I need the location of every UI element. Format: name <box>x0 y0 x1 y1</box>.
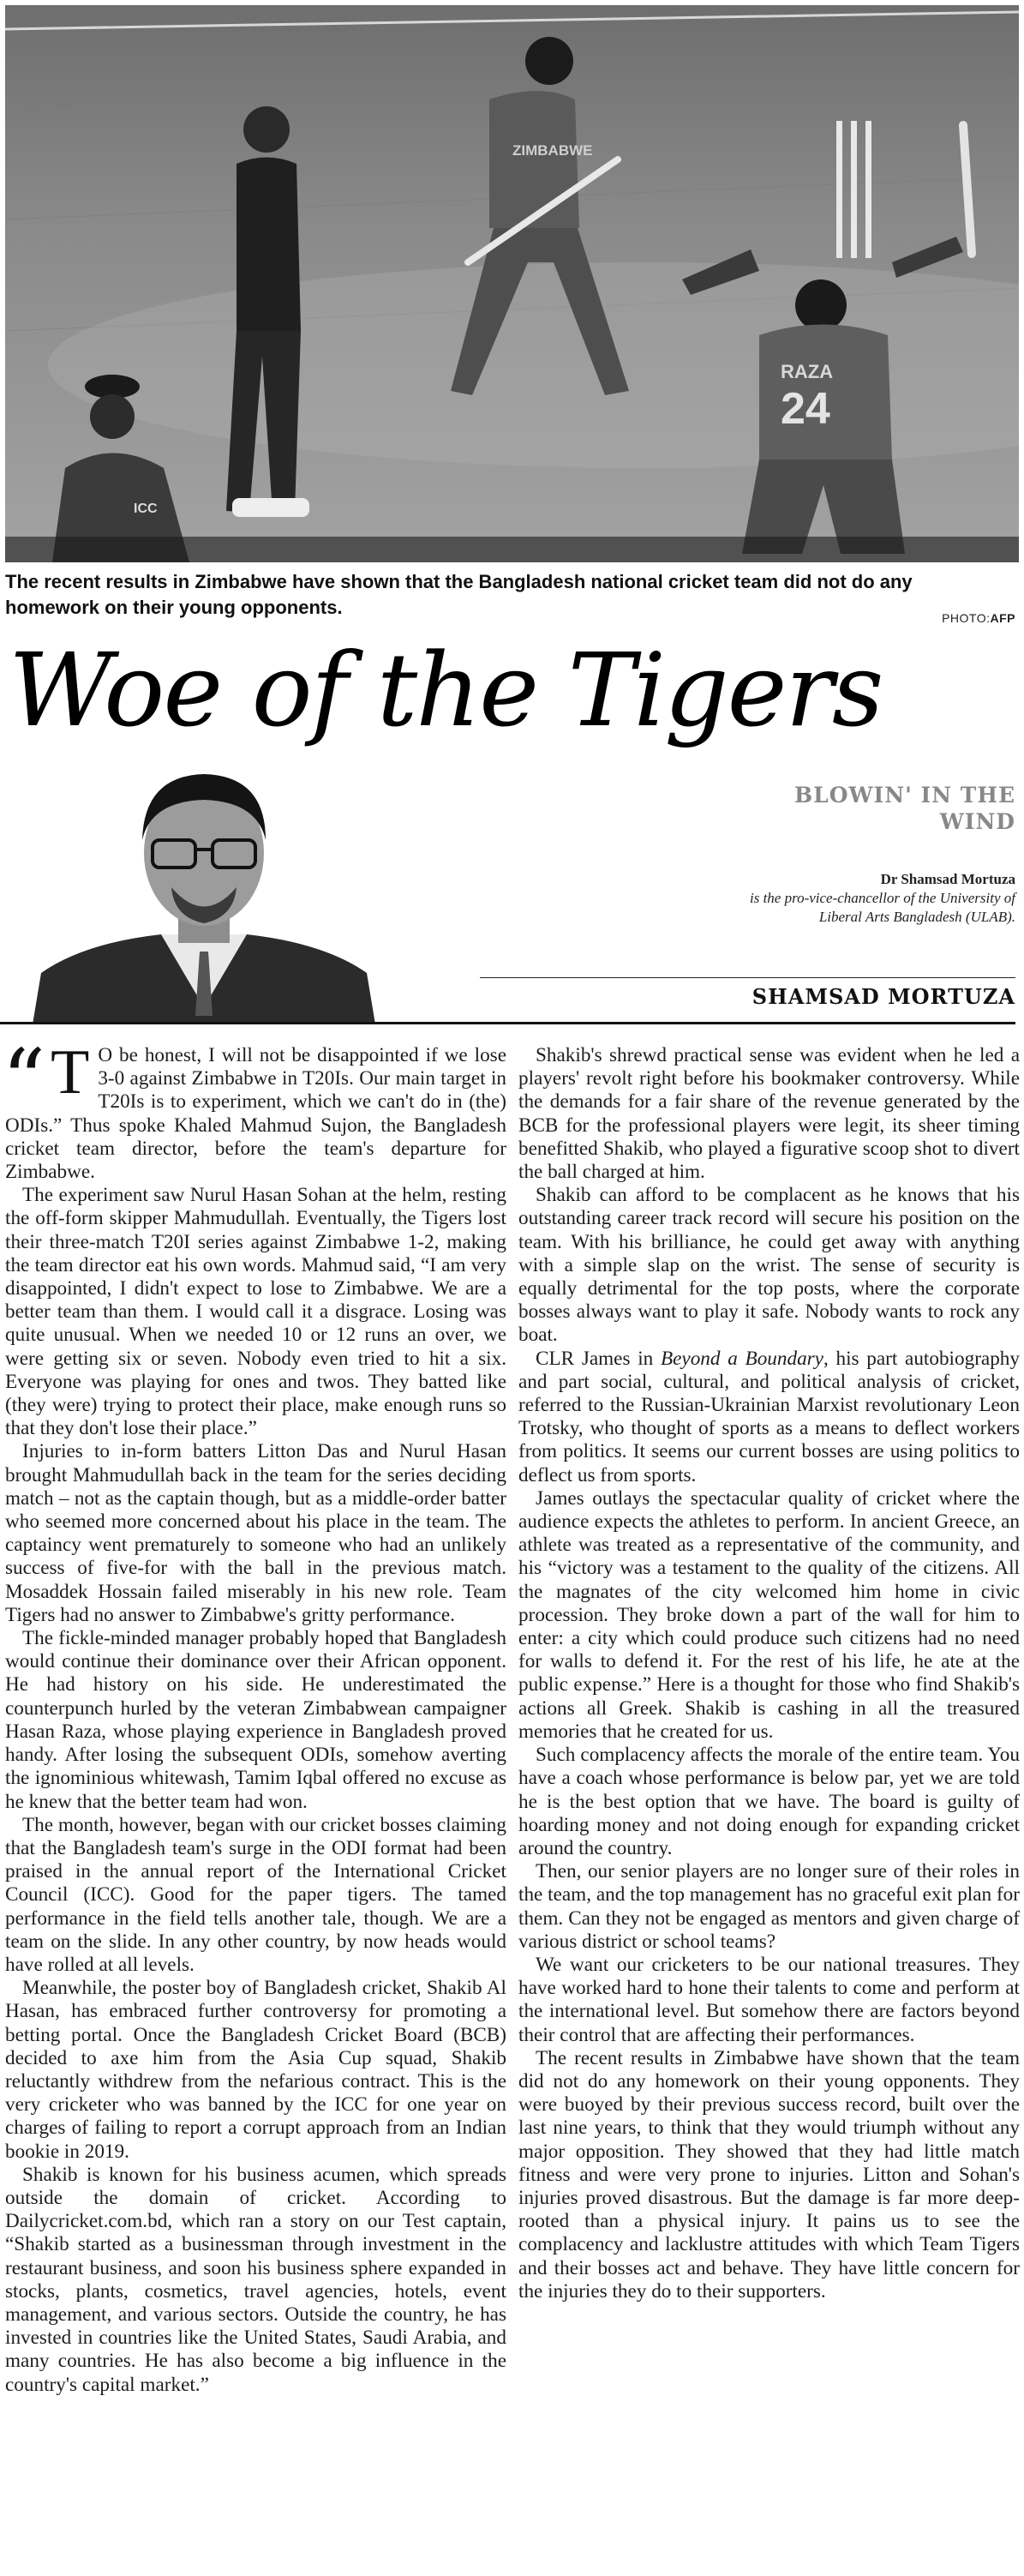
photo-credit <box>942 611 1015 625</box>
book-title: Beyond a Boundary <box>660 1347 823 1370</box>
article-paragraph: Injuries to in-form batters Litton Das and Nurul Hasan brought Mahmudullah back in the team for the series deciding match – not as the captain though, but as a middle-order batter who seemed more concerned about his place in the team. The captaincy went prematurely to someone who had an unlikely success of five-for with the ball in the previous match. Mosaddek Hossain failed miserably in his new role. Team Tigers had no answer to Zimbabwe's gritty performance. <box>5 1440 506 1626</box>
umpire-badge-text: ICC <box>134 501 158 516</box>
author-bio-name: Dr Shamsad Mortuza <box>880 871 1015 887</box>
byline-divider <box>480 977 1015 978</box>
paragraph-text: O be honest, I will not be disappointed if we lose 3-0 against Zimbabwe in T20Is. Our main target in T20Is is to experiment, which we can't do in (the) ODIs.” Thus spoke Khaled Mahmud Sujon, the Bangladesh cricket team director, before the team's departure for Zimbabwe. <box>5 1044 506 1184</box>
paragraph-text: , his part autobiography and part social, cultural, and political analysis of cricket, referred to the Russian-Ukrainian Marxist revolutionary Leon Trotsky, who thought of sports as a means to deflect workers from politics. It seems our current bosses are using politics to deflect us from sports. <box>518 1347 1020 1486</box>
article-paragraph: Shakib is known for his business acumen, which spreads outside the domain of cricket. According to Dailycricket.com.bd, which ran a story on our Test captain, “Shakib started as a businessman through investment in the restaurant business, and soon his business sphere expanded in stocks, plants, cosmetics, travel agencies, hotels, event management, and various sectors. Outside the country, he has invested in countries like the United States, Saudi Arabia, and many countries. He has also become a big influence in the country's capital market.” <box>5 2163 506 2396</box>
article-paragraph: We want our cricketers to be our national treasures. They have worked hard to hone their talents to come and perform at the international level. But somehow there are factors beyond their control that are affecting their performances. <box>518 1953 1020 2046</box>
stump <box>836 121 842 258</box>
batter-shirt-text: ZIMBABWE <box>512 142 593 159</box>
byline-divider-thick <box>0 1022 1015 1024</box>
article-paragraph: The recent results in Zimbabwe have shown that the team did not do any homework on their young opponents. They were buoyed by their previous success record, built over the last nine years, to think that they would triumph without any major opposition. They showed that they had little match fitness and were very prone to injuries. Litton and Sohan's injuries proved disastrous. But the damage is far more deep-rooted than a physical injury. It pains us to see the complacency and lacklustre attitudes with which Team Tigers and their bosses act and behave. They have little concern for the injuries they do to their supporters. <box>518 2046 1020 2303</box>
article-paragraph: Such complacency affects the morale of the entire team. You have a coach whose performance is below par, yet we are told he is the best option that we have. The board is guilty of hoarding money and not doing enough for expanding cricket around the country. <box>518 1744 1020 1859</box>
article-paragraph <box>518 1348 1020 1487</box>
open-quote-mark: “ <box>2 1030 46 1131</box>
cricket-scene-illustration <box>5 5 1019 562</box>
article-paragraph: Shakib can afford to be complacent as he knows that his outstanding career track record will secure his position on the team. With his brilliance, he could get away with anything with a simple slap on the wrist. The sense of security is equally detrimental for the top posts, where the corporate bosses always want to play it safe. Nobody wants to rock any boat. <box>518 1184 1020 1347</box>
article-headline: Woe of the Tigers <box>9 631 883 749</box>
article-column-left <box>2 1030 506 2397</box>
byline-name: SHAMSAD MORTUZA <box>752 984 1015 1009</box>
article-paragraph: The month, however, began with our cricket bosses claiming that the Bangladesh team's surge in the ODI format had been praised in the annual report of the International Cricket Council (ICC). Good for the paper tigers. The tamed performance in the field tells another tale, though. We are a team on the slide. In any other country, by now heads would have rolled at all levels. <box>5 1813 506 1976</box>
paragraph-text: CLR James in <box>536 1347 661 1370</box>
photo-caption: The recent results in Zimbabwe have shown that the Bangladesh national cricket team did not do any homework on their young opponents. <box>5 571 913 618</box>
drop-cap: T <box>51 1037 90 1108</box>
stump <box>851 121 857 258</box>
stump <box>865 121 871 258</box>
article-paragraph: The fickle-minded manager probably hoped that Bangladesh would continue their dominance over their African opponent. He had history on his side. He underestimated the counterpunch hurled by the veteran Zimbabwean campaigner Hasan Raza, whose playing experience in Bangladesh proved handy. After losing the subsequent ODIs, somehow averting the ignominious whitewash, Tamim Iqbal offered no excuse as he knew that the better team had won. <box>5 1627 506 1813</box>
article-paragraph: James outlays the spectacular quality of cricket where the audience expects the athletes to perform. In ancient Greece, an athlete was treated as a representative of the community, and his “victory was a testament to the quality of the citizens. All the magnates of the city welcomed him home in civic procession. They broke down a part of the wall for him to enter: a city which could produce such citizens had no need for walls to defend it. For the rest of his life, he ate at the public expense.” Here is a thought for those who find Shakib's actions all Greek. Shakib is cashing in all the treasured memories that he created for us. <box>518 1486 1020 1743</box>
jersey-number-text: 24 <box>781 384 830 434</box>
jersey-name-text: RAZA <box>781 361 834 382</box>
photo-credit-source: AFP <box>990 611 1015 625</box>
article-photo <box>5 5 1019 562</box>
article-paragraph: Shakib's shrewd practical sense was evident when he led a players' revolt right before his bookmaker controversy. While the demands for a fair share of the revenue generated by the BCB for the professional players were legit, its sheer timing benefitted Shakib, who played a figurative scoop shot to divert the ball charged at him. <box>518 1044 1020 1184</box>
photo-credit-label: PHOTO: <box>942 611 991 625</box>
article-paragraph: Then, our senior players are no longer sure of their roles in the team, and the top management has no graceful exit plan for them. Can they not be engaged as mentors and given charge of various district or school teams? <box>518 1860 1020 1953</box>
article-column-right <box>518 1044 1020 2303</box>
author-bio <box>733 870 1015 927</box>
article-paragraph: The experiment saw Nurul Hasan Sohan at the helm, resting the off-form skipper Mahmudullah. Eventually, the Tigers lost their three-match T20I series against Zimbabwe 1-2, making the team director eat his own words. Mahmud said, “I am very disappointed, I didn't expect to lose to Zimbabwe. We are a better team than them. I would call it a disgrace. Losing was quite unusual. When we needed 10 or 12 runs an over, we were getting six or seven. Nobody even tried to hit a six. Everyone was playing for ones and twos. They batted like (they were) trying to protect their place, make enough runs so that they don't lose their place.” <box>5 1184 506 1440</box>
article-paragraph <box>2 1030 506 1184</box>
column-name: BLOWIN' IN THE WIND <box>794 783 1015 834</box>
article-paragraph: Meanwhile, the poster boy of Bangladesh cricket, Shakib Al Hasan, has embraced further controversy for promoting a betting portal. Once the Bangladesh Cricket Board (BCB) decided to axe him from the Asia Cup squad, Shakib reluctantly withdrew from the nefarious contract. This is the very cricketer who was banned by the ICC for one year on charges of failing to report a corrupt approach from an Indian bookie in 2019. <box>5 1977 506 2163</box>
byline <box>0 977 1015 1020</box>
author-bio-text: is the pro-vice-chancellor of the University of Liberal Arts Bangladesh (ULAB). <box>749 890 1015 925</box>
